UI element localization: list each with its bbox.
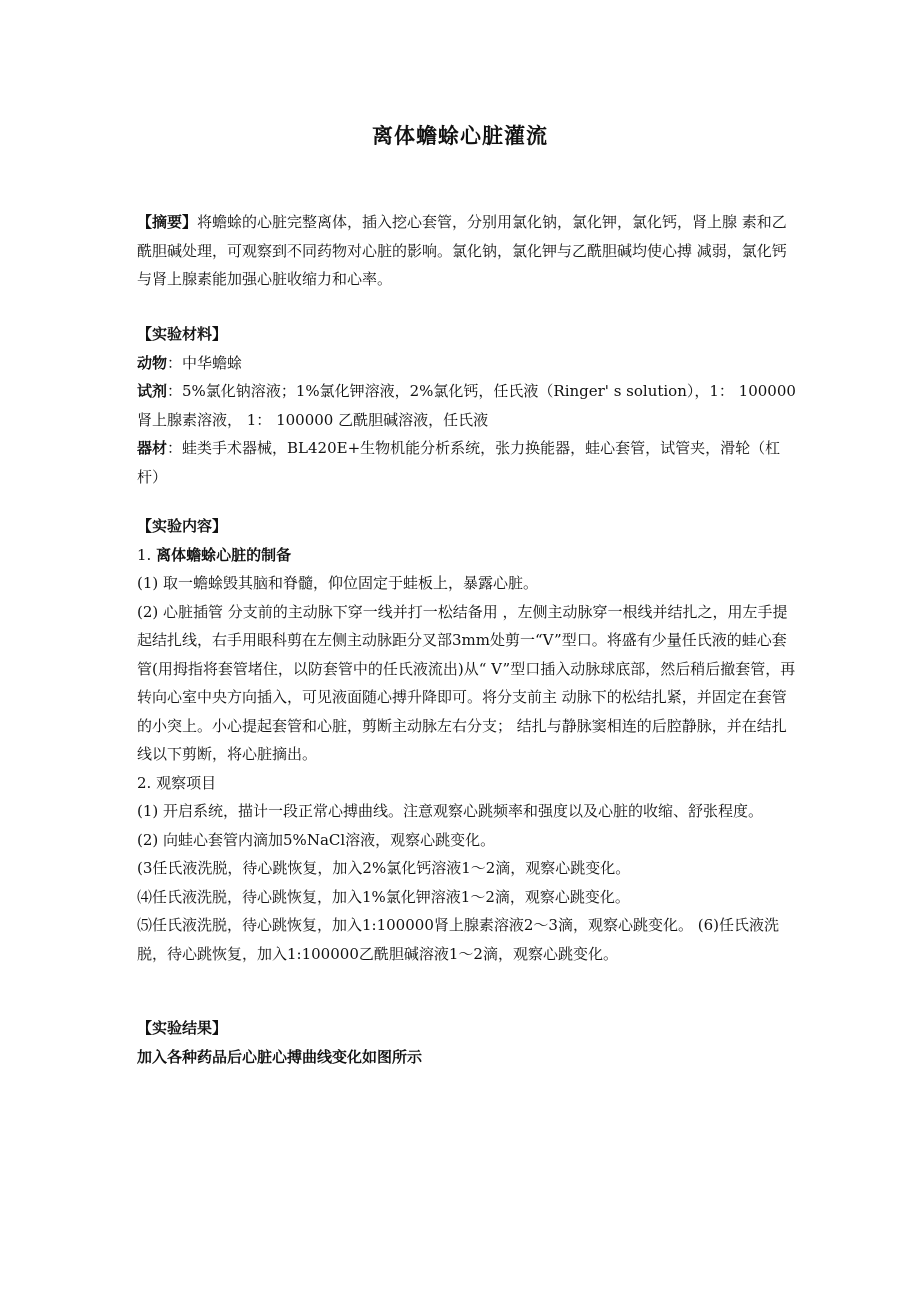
s2-step4: ⑷任氏液洗脱，待心跳恢复，加入1%氯化钾溶液1～2滴，观察心跳变化。 xyxy=(137,887,630,906)
content-heading: 【实验内容】 xyxy=(137,517,228,535)
abstract-text: 将蟾蜍的心脏完整离体，插入挖心套管，分别用氯化钠，氯化钾，氯化钙，肾上腺 素和乙酰胆碱处理，可观察到不同药物对心脏的影响。氯化钠，氯化钾与乙酰胆碱均使心搏 减弱，氯化钙与肾上腺素能加强心脏收缩力和心率。 xyxy=(137,213,787,288)
materials-section xyxy=(137,320,797,491)
animal-text: ：中华蟾蜍 xyxy=(167,353,243,372)
s2-step3: (3任氏液洗脱，待心跳恢复，加入2%氯化钙溶液1～2滴，观察心跳变化。 xyxy=(137,859,631,877)
materials-animal xyxy=(137,349,797,378)
s2-step5: ⑸任氏液洗脱，待心跳恢复，加入1:100000肾上腺素溶液2～3滴，观察心跳变化。 (6)任氏液洗脱，待心跳恢复，加入1:100000乙酰胆碱溶液1～2滴，观察心跳变化。 xyxy=(137,916,779,963)
section1-title: 离体蟾蜍心脏的制备 xyxy=(156,545,292,564)
page-title: 离体蟾蜍心脏灌流 xyxy=(372,124,548,148)
results-heading: 【实验结果】 xyxy=(137,1019,228,1037)
content-section xyxy=(137,512,797,968)
s1-step1: (1) 取一蟾蜍毁其脑和脊髓，仰位固定于蛙板上，暴露心脏。 xyxy=(137,574,539,592)
s2-step1: (1) 开启系统，描计一段正常心搏曲线。注意观察心跳频率和强度以及心脏的收缩、舒张程度。 xyxy=(137,802,764,820)
section1-heading xyxy=(137,541,797,570)
materials-equipment xyxy=(137,434,797,491)
reagent-label: 试剂 xyxy=(137,382,168,400)
animal-label: 动物 xyxy=(137,353,168,372)
reagent-text: ：5%氯化钠溶液；1%氯化钾溶液，2%氯化钙，任氏液（Ringer' s solution），1： 100000 肾上腺素溶液， 1： 100000 乙酰胆碱溶液，任氏液 xyxy=(137,382,796,429)
abstract-label: 【摘要】 xyxy=(137,213,198,231)
results-section xyxy=(137,1014,797,1071)
materials-reagent xyxy=(137,377,797,434)
section2-heading: 2. 观察项目 xyxy=(137,773,217,792)
results-text: 加入各种药品后心脏心搏曲线变化如图所示 xyxy=(137,1047,423,1066)
equipment-label: 器材 xyxy=(137,439,168,457)
abstract-section xyxy=(137,208,797,294)
abstract-paragraph xyxy=(137,208,797,294)
equipment-text: ：蛙类手术器械，BL420E+生物机能分析系统，张力换能器，蛙心套管，试管夹，滑轮（杠杆） xyxy=(137,439,781,486)
s2-step2: (2) 向蛙心套管内滴加5%NaCl溶液，观察心跳变化。 xyxy=(137,830,496,849)
materials-heading: 【实验材料】 xyxy=(137,325,228,343)
s1-step2: (2) 心脏插管 分支前的主动脉下穿一线并打一松结备用 ，左侧主动脉穿一根线并结扎之，用左手提起结扎线，右手用眼科剪在左侧主动脉距分叉部3mm处剪一“V”型口。将盛有少量任氏液的蛙心套管(用拇指将套管堵住，以防套管中的任氏液流出)从“ V”型口插入动脉球底部，然后稍后撤套管，再转向心室中央方向插入，可见液面随心搏升降即可。将分支前主 动脉下的松结扎紧，并固定在套管的小突上。小心提起套管和心脏，剪断主动脉左右分支； 结扎与静脉窦相连的后腔静脉，并在结扎线以下剪断，将心脏摘出。 xyxy=(137,602,796,763)
section1-number: 1. xyxy=(137,545,157,564)
